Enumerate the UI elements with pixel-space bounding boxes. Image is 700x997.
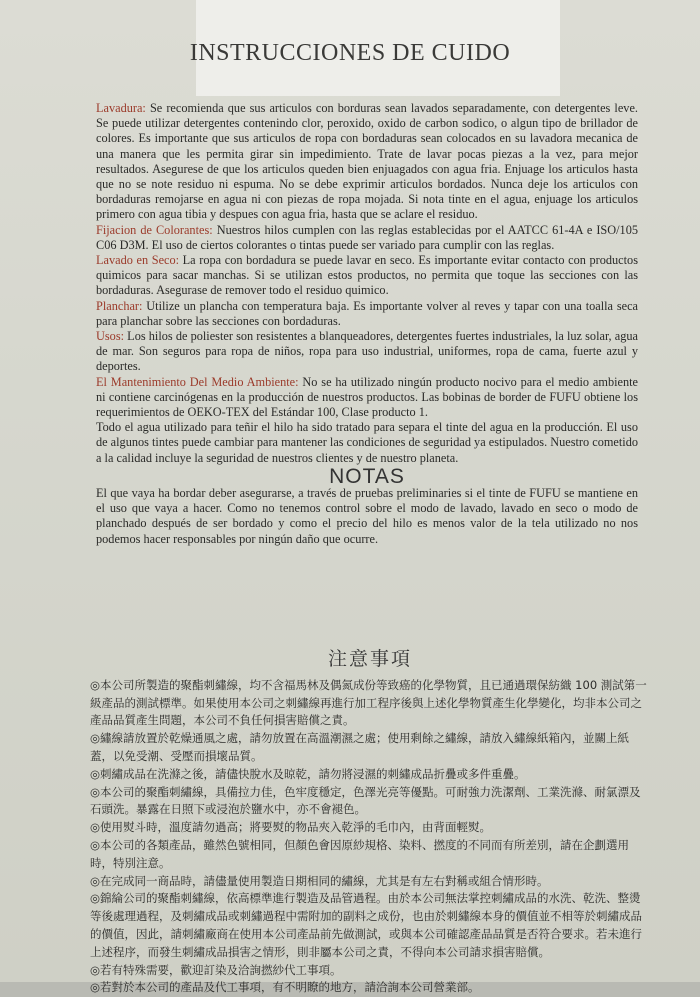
section-agua — [96, 420, 638, 466]
section-label: Fijacion de Colorantes: — [96, 222, 213, 237]
note-item: ◎若對於本公司的產品及代工事項，有不明瞭的地方，請洽詢本公司營業部。 — [90, 980, 480, 995]
section-fijacion — [96, 223, 638, 253]
spanish-instructions — [96, 101, 638, 547]
section-text: La ropa con bordadura se puede lavar en seco. Es importante evitar contacto con productos quimicos para sacar manchas. Si se utilizan estos productos, no permita que toque las secciones con las bordaduras. Asegurase de remover todo el residuo quimico. — [96, 253, 638, 298]
section-label: El Mantenimiento Del Medio Ambiente: — [96, 374, 299, 389]
section-text: Utilize un plancha con temperatura baja. Es importante volver al reves y tapar con una toalla seca para planchar sobre las secciones con bordaduras. — [96, 298, 638, 328]
section-label: Lavadura: — [96, 101, 146, 115]
section-text: Todo el agua utilizado para teñir el hilo ha sido tratado para separa el tinte del agua en la producción. El uso de algunos tintes puede cambiar para mantener las condiciones de seguridad ya estipulados. Nuestro cometido a la calidad incluye la seguridad de nuestros clientes y de nuestro planeta. — [96, 420, 638, 465]
notas-heading: NOTAS — [329, 464, 405, 488]
section-label: Lavado en Seco: — [96, 253, 180, 268]
note-item: ◎若有特殊需要，歡迎訂染及洽詢撚紗代工事項。 — [90, 962, 342, 977]
section-text: Nuestros hilos cumplen con las reglas establecidas por el AATCC 61-4A e ISO/105 C06 D3M. El uso de ciertos colorantes o tintas puede ser variado para cumplir con las reglas. — [96, 222, 639, 252]
note-item: ◎繡線請放置於乾燥通風之處，請勿放置在高溫潮濕之處；使用剩餘之繡線，請放入繡線紙箱內，並關上紙蓋，以免受潮、受壓而損壞品質。 — [90, 731, 630, 763]
note-item: ◎錦綸公司的聚酯刺繡線，依高標準進行製造及品管過程。由於本公司無法掌控刺繡成品的水洗、乾洗、整燙等後處理過程，及刺繡成品或刺繡過程中需附加的副料之成份，也由於刺繡線本身的價值並不相等於刺繡成品的價值，因此，請刺繡廠商在使用本公司產品前先做測試，或與本公司確認產品品質是否符合要求。若未進行上述程序，而發生刺繡成品損害之情形，則非屬本公司之責，不得向本公司請求損害賠償。 — [90, 891, 642, 959]
section-medio-ambiente — [96, 375, 638, 421]
section-label: Planchar: — [96, 298, 143, 313]
notas-text: El que vaya ha bordar deber asegurarse, a través de pruebas preliminaries si el tinte de FUFU se mantiene en el uso que vaya a hacer. Como no tenemos control sobre el modo de lavado, lavado en seco o modo de planchado después de ser bordado y como el precio del hilo es menos valor de la tela utilizado no nos podemos hacer responsables por ningún daño que ocurre. — [96, 486, 638, 546]
note-item: ◎使用熨斗時，溫度請勿過高；將要熨的物品夾入乾淨的毛巾內，由背面輕熨。 — [90, 820, 492, 835]
section-text: Se recomienda que sus articulos con borduras sean lavados separadamente, con detergentes leve. Se puede utilizar detergentes contenindo clor, peroxido, oxido de carbon sodico, o algun tipo de brillador de colores. Es importante que sus articulos de ropa con bordaduras sean colocados en su lavadora mecanica de una manera que les permita girar sin impedimiento. Trate de lavar pocas piezas a la vez, para mejor resultados. Asegurese de que los articulos queden bien enjuagados con agua fria. Enjuage los articulos hasta que no se note residuo ni espuma. No se debe exprimir articulos bordados. Nunca deje los articulos con bordaduras remojarse en agua ni con piezas de ropa mojada. Si nota tinte en el agua, enjuage los articulos primero con agua tibia y despues con agua fria, hasta que se aclare el residuo. — [96, 101, 638, 222]
chinese-heading: 注意事項 — [327, 648, 412, 670]
section-lavado-seco — [96, 253, 638, 299]
page-title: INSTRUCCIONES DE CUIDO — [189, 40, 511, 66]
note-item: ◎本公司的聚酯刺繡線，具備拉力佳，色牢度穩定，色澤光亮等優點。可耐強力洗潔劑、工業洗滌、耐氯漂及石頭洗。暴露在日照下或浸泡於鹽水中，亦不會褪色。 — [90, 784, 641, 817]
section-planchar — [96, 299, 638, 329]
section-usos — [96, 329, 638, 375]
section-label: Usos: — [96, 329, 125, 344]
note-item: ◎本公司的各類產品，雖然色號相同，但顏色會因原紗規格、染料、撚度的不同而有所差別，請在企劃選用時，特別注意。 — [90, 837, 630, 870]
chinese-notes — [90, 648, 650, 997]
section-lavadura — [96, 101, 638, 223]
note-item: ◎刺繡成品在洗滌之後，請儘快脫水及晾乾，請勿將浸濕的刺繡成品折疊或多件重疊。 — [90, 766, 526, 781]
section-text: No se ha utilizado ningún producto nocivo para el medio ambiente ni contiene carcinógenas en la producción de nuestros productos. Las bobinas de border de FUFU obtiene los requerimientos de OEKO-TEX del Estándar 100, Clase producto 1. — [96, 374, 638, 420]
section-text: Los hilos de poliester son resistentes a blanqueadores, detergentes fuertes industriales, la luz solar, agua de mar. Son seguros para ropa de niños, ropa para uso industrial, uniformes, ropa de cama, fuerte azul y deportes. — [96, 329, 638, 374]
note-item: ◎本公司所製造的聚酯刺繡線，均不含福馬林及偶氮成份等致癌的化學物質，且已通過環保紡織 100 測試第一級產品的測試標準。如果使用本公司之刺繡線再進行加工程序後與上述化學物質產生化學變化，均非本公司之產品品質產生問題，本公司不負任何損害賠償之責。 — [90, 677, 647, 728]
note-item: ◎在完成同一商品時，請儘量使用製造日期相同的繡線，尤其是有左右對稱或組合情形時。 — [90, 873, 549, 888]
